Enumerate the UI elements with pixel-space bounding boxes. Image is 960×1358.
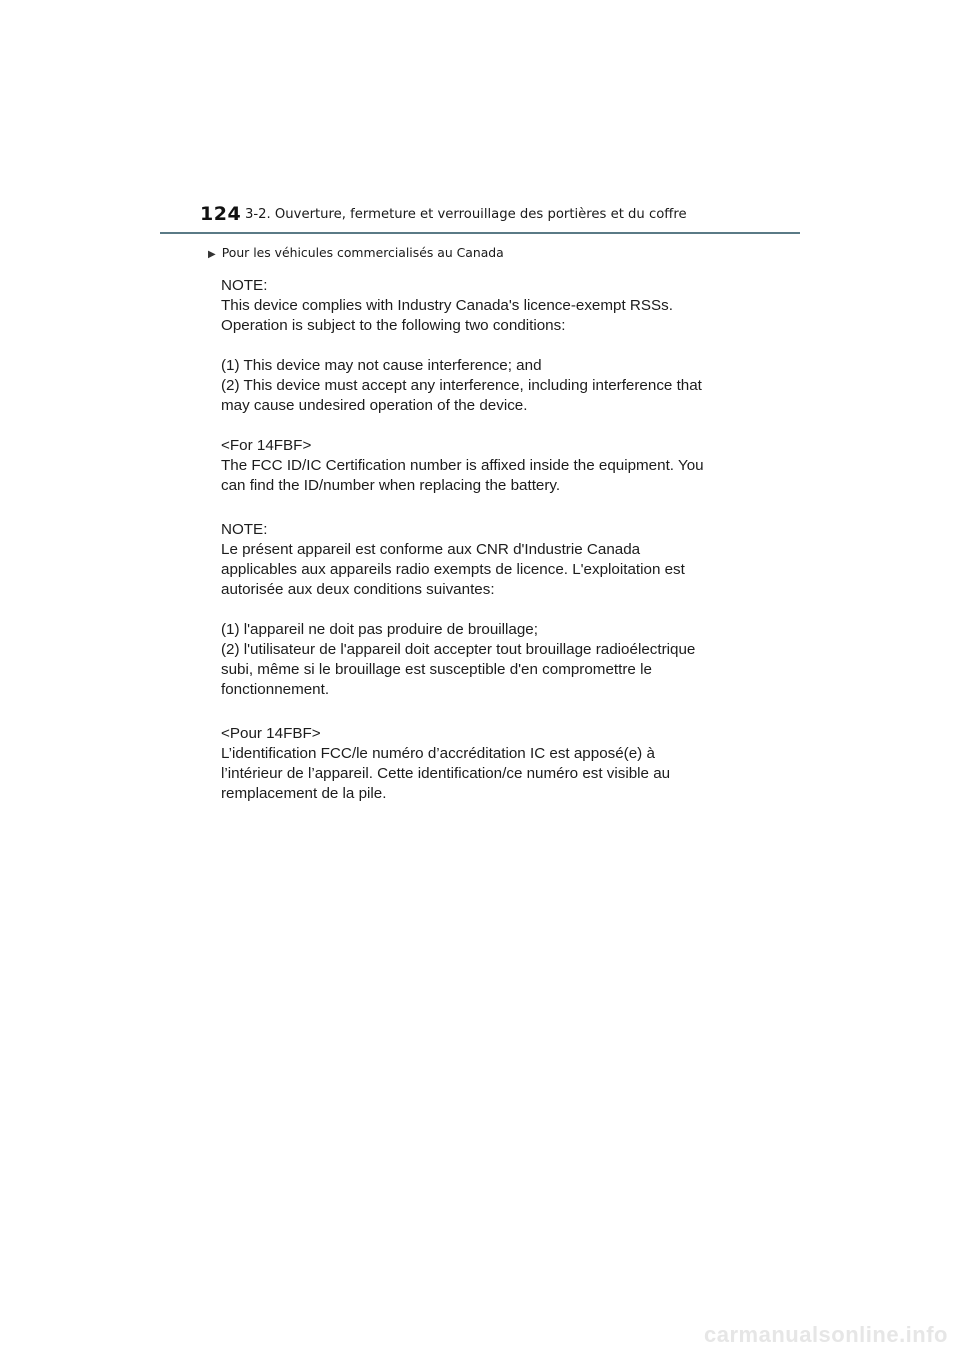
en-line: Operation is subject to the following two conditions: <box>221 317 566 334</box>
watermark: carmanualsonline.info <box>704 1322 948 1347</box>
fr-condition: (1) l'appareil ne doit pas produire de brouillage; <box>221 621 538 638</box>
intro-bullet <box>208 245 504 260</box>
header-divider <box>160 232 800 234</box>
fr-condition: subi, même si le brouillage est susceptible d'en compromettre le <box>221 661 652 678</box>
fr-line: applicables aux appareils radio exempts de licence. L'exploitation est <box>221 561 685 578</box>
fr-model-tag: <Pour 14FBF> <box>221 725 321 742</box>
en-condition: may cause undesired operation of the device. <box>221 397 528 414</box>
fr-line: Le présent appareil est conforme aux CNR d'Industrie Canada <box>221 541 641 558</box>
en-line: This device complies with Industry Canada's licence-exempt RSSs. <box>221 297 673 314</box>
en-fcc-line: can find the ID/number when replacing the battery. <box>221 477 561 494</box>
page-number: 124 <box>200 203 242 225</box>
fr-condition: fonctionnement. <box>221 681 330 698</box>
fr-fcc-line: l’intérieur de l’appareil. Cette identification/ce numéro est visible au <box>221 765 671 782</box>
fr-line: autorisée aux deux conditions suivantes: <box>221 581 495 598</box>
fr-fcc-line: L’identification FCC/le numéro d’accréditation IC est apposé(e) à <box>221 745 655 762</box>
intro-bullet-text: Pour les véhicules commercialisés au Canada <box>221 245 504 260</box>
fr-note-heading: NOTE: <box>221 521 268 538</box>
en-model-tag: <For 14FBF> <box>221 437 312 454</box>
fr-condition: (2) l'utilisateur de l'appareil doit accepter tout brouillage radioélectrique <box>221 641 696 658</box>
en-fcc-line: The FCC ID/IC Certification number is affixed inside the equipment. You <box>221 457 704 474</box>
fr-fcc-line: remplacement de la pile. <box>221 785 387 802</box>
en-note-heading: NOTE: <box>221 277 268 294</box>
en-condition: (2) This device must accept any interference, including interference that <box>221 377 702 394</box>
triangle-bullet-icon: ▶ <box>208 249 216 260</box>
regulatory-label <box>221 276 781 804</box>
en-condition: (1) This device may not cause interference; and <box>221 357 542 374</box>
section-title: 3-2. Ouverture, fermeture et verrouillage des portières et du coffre <box>245 207 687 222</box>
